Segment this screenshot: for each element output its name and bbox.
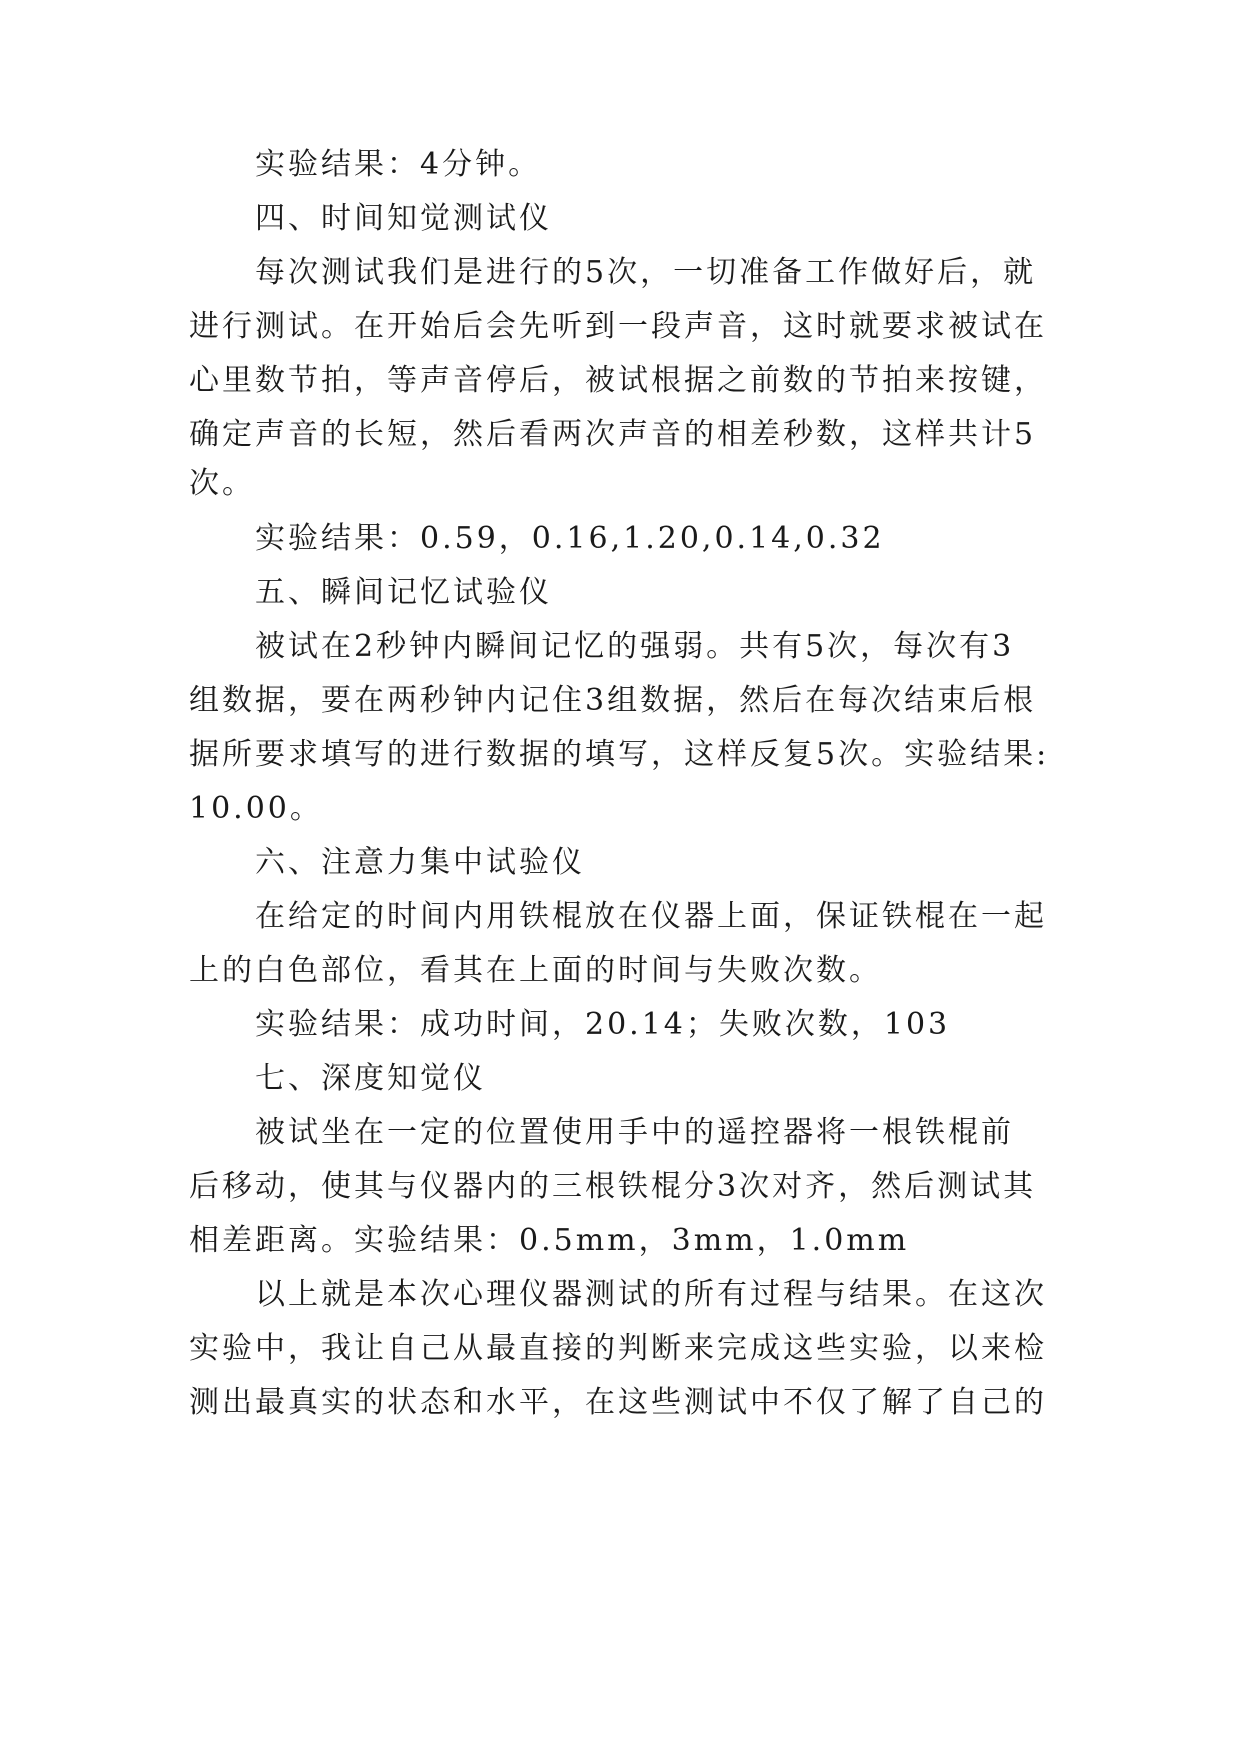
paragraph-line: 心里数节拍，等声音停后，被试根据之前数的节拍来按键， xyxy=(189,363,1047,398)
paragraph-line: 被试坐在一定的位置使用手中的遥控器将一根铁棍前 xyxy=(255,1115,1014,1150)
paragraph-line: 确定声音的长短，然后看两次声音的相差秒数，这样共计5 xyxy=(189,417,1037,452)
result-line-1: 实验结果：4分钟。 xyxy=(255,147,542,182)
section-heading-7: 七、深度知觉仪 xyxy=(255,1061,486,1096)
section-heading-4: 四、时间知觉测试仪 xyxy=(255,201,552,236)
result-line-3: 实验结果：成功时间，20.14；失败次数，103 xyxy=(255,1007,951,1042)
paragraph-line: 组数据，要在两秒钟内记住3组数据，然后在每次结束后根 xyxy=(189,683,1037,718)
paragraph-line: 实验中，我让自己从最直接的判断来完成这些实验，以来检 xyxy=(189,1331,1047,1366)
section-heading-6: 六、注意力集中试验仪 xyxy=(255,845,585,880)
paragraph-line: 在给定的时间内用铁棍放在仪器上面，保证铁棍在一起 xyxy=(255,899,1047,934)
paragraph-line: 测出最真实的状态和水平，在这些测试中不仅了解了自己的 xyxy=(189,1385,1047,1420)
paragraph-line: 每次测试我们是进行的5次，一切准备工作做好后，就 xyxy=(255,255,1037,290)
paragraph-line: 以上就是本次心理仪器测试的所有过程与结果。在这次 xyxy=(255,1277,1047,1312)
paragraph-line: 次。 xyxy=(189,466,255,501)
paragraph-line: 被试在2秒钟内瞬间记忆的强弱。共有5次，每次有3 xyxy=(255,629,1015,664)
section-heading-5: 五、瞬间记忆试验仪 xyxy=(255,575,552,610)
paragraph-line: 10.00。 xyxy=(189,791,323,826)
paragraph-line: 相差距离。实验结果：0.5mm，3mm，1.0mm xyxy=(189,1223,910,1258)
paragraph-line: 后移动，使其与仪器内的三根铁棍分3次对齐，然后测试其 xyxy=(189,1169,1037,1204)
paragraph-line: 上的白色部位，看其在上面的时间与失败次数。 xyxy=(189,953,882,988)
result-line-2: 实验结果：0.59，0.16,1.20,0.14,0.32 xyxy=(255,521,885,556)
paragraph-line: 进行测试。在开始后会先听到一段声音，这时就要求被试在 xyxy=(189,309,1047,344)
paragraph-line: 据所要求填写的进行数据的填写，这样反复5次。实验结果: xyxy=(189,737,1050,772)
